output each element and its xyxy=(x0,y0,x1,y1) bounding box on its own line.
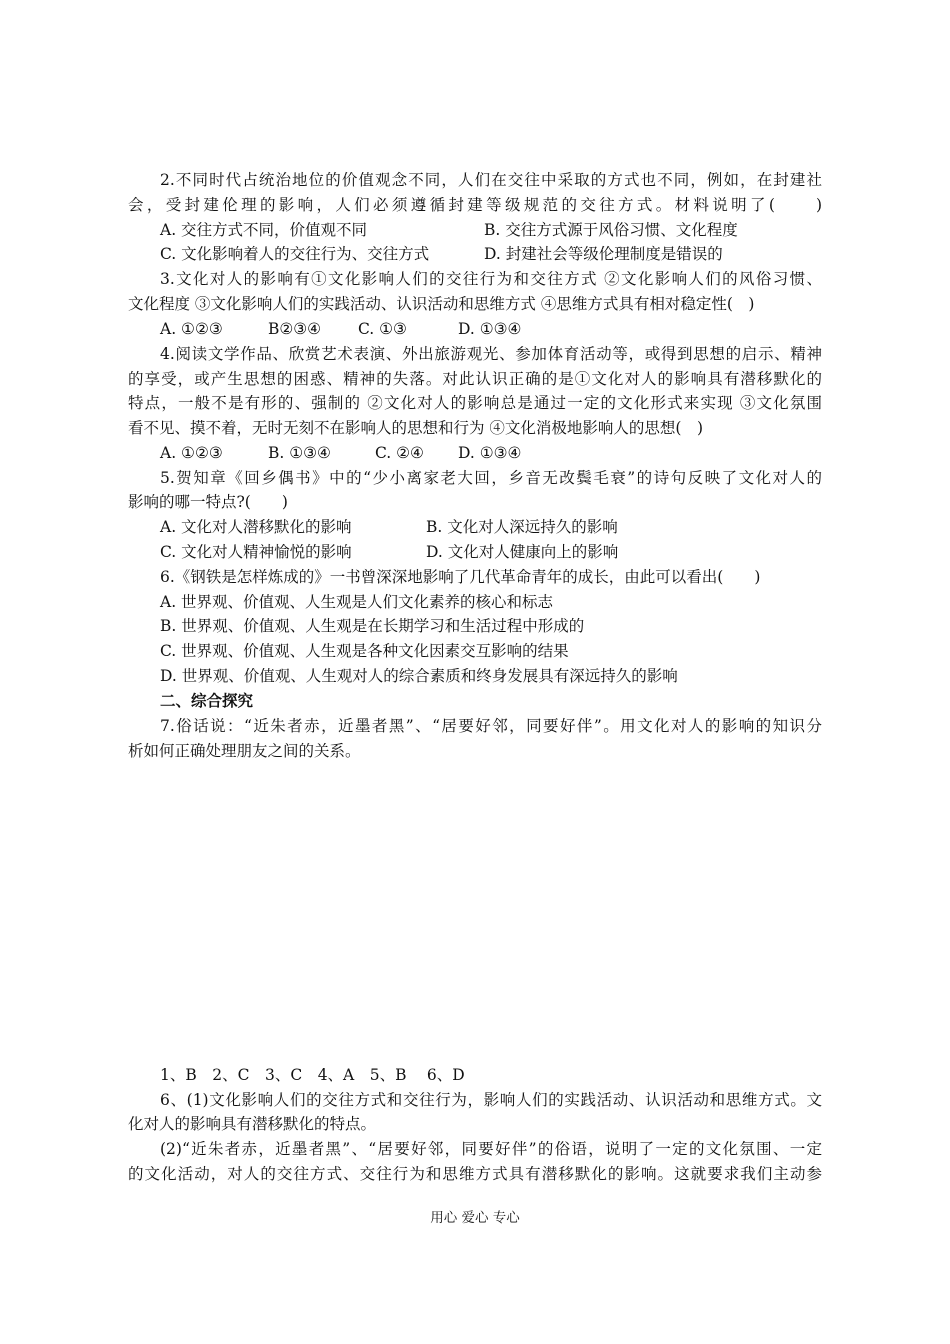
q4-option-c: C. ②④ xyxy=(375,444,424,462)
section-heading: 二、综合探究 xyxy=(160,692,254,710)
q3-option-b: B②③④ xyxy=(268,320,322,338)
q4-stem-line3: 特点，一般不是有形的、强制的 ②文化对人的影响总是通过一定的文化形式来实现 ③文化氛围 xyxy=(128,394,822,412)
q3-option-d: D. ①③④ xyxy=(458,320,522,338)
answer-6-line2: 化对人的影响具有潜移默化的特点。 xyxy=(128,1115,377,1133)
q6-option-b: B. 世界观、价值观、人生观是在长期学习和生活过程中形成的 xyxy=(160,617,585,635)
q7-stem-line2: 析如何正确处理朋友之间的关系。 xyxy=(128,742,361,760)
answer-6-line1: 6、(1)文化影响人们的交往方式和交往行为，影响人们的实践活动、认识活动和思维方式。文 xyxy=(160,1091,822,1109)
q7-stem-line1: 7.俗话说：“近朱者赤，近墨者黑”、“居要好邻，同要好伴”。用文化对人的影响的知识分 xyxy=(160,717,822,735)
q2-option-a: A. 交往方式不同，价值观不同 xyxy=(160,221,368,239)
q4-option-d: D. ①③④ xyxy=(458,444,522,462)
q5-stem-line2: 影响的哪一特点?( ) xyxy=(128,493,288,511)
answer-6-line4: 的文化活动，对人的交往方式、交往行为和思维方式具有潜移默化的影响。这就要求我们主动参 xyxy=(128,1165,822,1183)
q4-option-b: B. ①③④ xyxy=(268,444,331,462)
q2-stem-line1: 2.不同时代占统治地位的价值观念不同，人们在交往中采取的方式也不同，例如，在封建社 xyxy=(160,171,822,189)
q5-option-a: A. 文化对人潜移默化的影响 xyxy=(160,518,352,536)
q2-option-d: D. 封建社会等级伦理制度是错误的 xyxy=(484,245,723,263)
q3-stem-line2: 文化程度 ③文化影响人们的实践活动、认识活动和思维方式 ④思维方式具有相对稳定性( ) xyxy=(128,295,755,313)
q5-option-b: B. 文化对人深远持久的影响 xyxy=(426,518,618,536)
answer-key-choices: 1、B 2、C 3、C 4、A 5、B 6、D xyxy=(160,1066,465,1084)
q4-stem-line4: 看不见、摸不着，无时无刻不在影响人的思想和行为 ④文化消极地影响人的思想( ) xyxy=(128,419,704,437)
q2-stem-line2: 会，受封建伦理的影响，人们必须遵循封建等级规范的交往方式。材料说明了( ) xyxy=(128,196,822,214)
q6-option-d: D. 世界观、价值观、人生观对人的综合素质和终身发展具有深远持久的影响 xyxy=(160,667,678,685)
q2-option-b: B. 交往方式源于风俗习惯、文化程度 xyxy=(484,221,738,239)
q4-stem-line2: 的享受，或产生思想的困惑、精神的失落。对此认识正确的是①文化对人的影响具有潜移默化的 xyxy=(128,370,822,388)
q4-option-a: A. ①②③ xyxy=(160,444,223,462)
answer-6-line3: (2)“近朱者赤，近墨者黑”、“居要好邻，同要好伴”的俗语，说明了一定的文化氛围、一定 xyxy=(160,1140,822,1158)
q6-option-a: A. 世界观、价值观、人生观是人们文化素养的核心和标志 xyxy=(160,593,554,611)
q3-option-a: A. ①②③ xyxy=(160,320,223,338)
q5-option-d: D. 文化对人健康向上的影响 xyxy=(426,543,619,561)
q5-stem-line1: 5.贺知章《回乡偶书》中的“少小离家老大回，乡音无改鬓毛衰”的诗句反映了文化对人的 xyxy=(160,469,822,487)
page-footer: 用心 爱心 专心 xyxy=(430,1210,520,1226)
q2-option-c: C. 文化影响着人的交往行为、交往方式 xyxy=(160,245,430,263)
q6-option-c: C. 世界观、价值观、人生观是各种文化因素交互影响的结果 xyxy=(160,642,569,660)
q3-option-c: C. ①③ xyxy=(358,320,407,338)
q3-stem-line1: 3.文化对人的影响有①文化影响人们的交往行为和交往方式 ②文化影响人们的风俗习惯、 xyxy=(160,270,822,288)
q4-stem-line1: 4.阅读文学作品、欣赏艺术表演、外出旅游观光、参加体育活动等，或得到思想的启示、精神 xyxy=(160,345,822,363)
q6-stem: 6.《钢铁是怎样炼成的》一书曾深深地影响了几代革命青年的成长，由此可以看出( ) xyxy=(160,568,761,586)
q5-option-c: C. 文化对人精神愉悦的影响 xyxy=(160,543,352,561)
